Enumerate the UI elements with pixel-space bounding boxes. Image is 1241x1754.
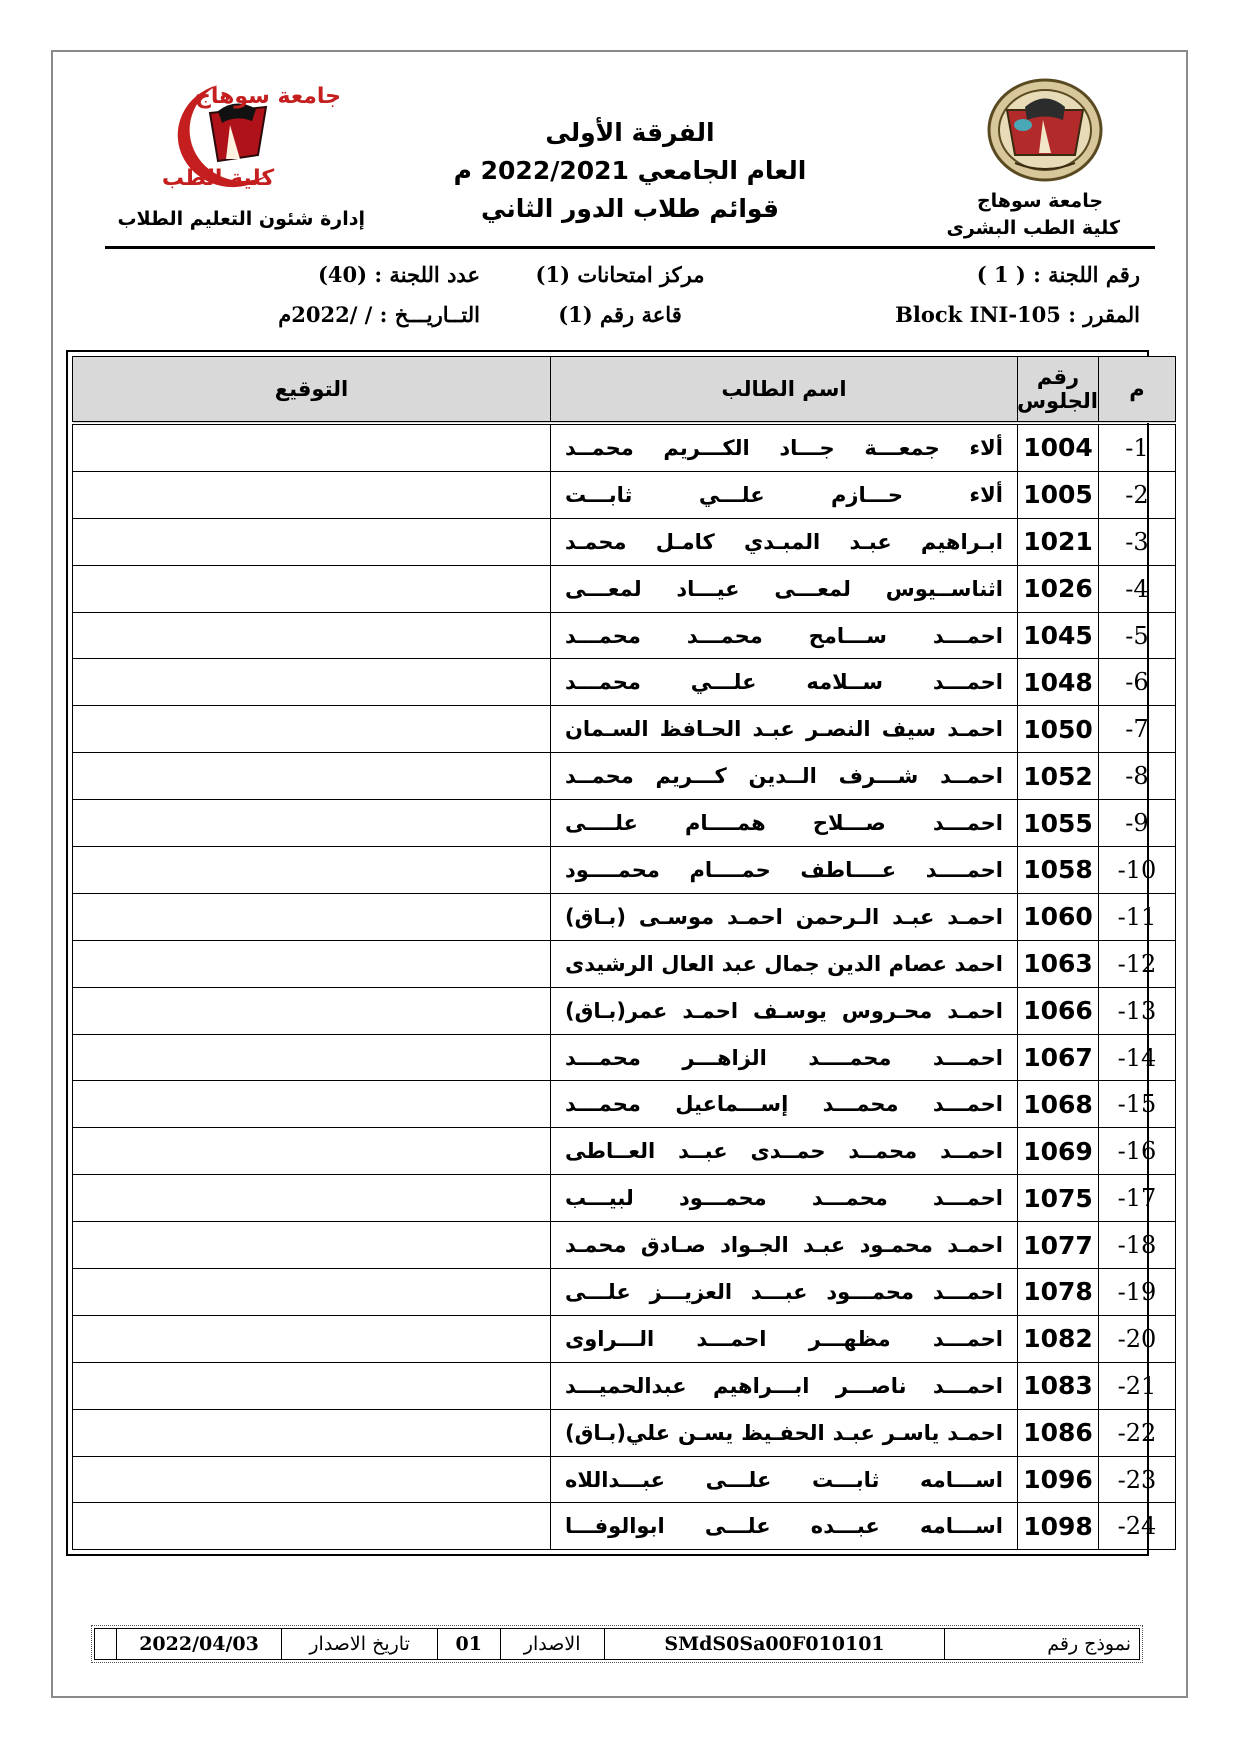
row-seat-number: 1098 (1018, 1503, 1099, 1550)
row-signature-cell (73, 1269, 551, 1316)
table-row (73, 1503, 1176, 1550)
sohag-university-seal-icon (985, 75, 1105, 185)
row-signature-cell (73, 518, 551, 565)
row-index: 22- (1099, 1409, 1176, 1456)
row-seat-number: 1048 (1018, 659, 1099, 706)
row-index: 23- (1099, 1456, 1176, 1503)
row-student-name: احمـد عبـد الـرحمن احمـد موسـى (بـاق) (551, 893, 1018, 940)
table-row (73, 987, 1176, 1034)
logo-left-text-top: جامعة سوهاج (195, 84, 341, 109)
row-student-name: احمـــد ناصـــر ابـــراهيم عبدالحميـــد (551, 1362, 1018, 1409)
issue-date-label: تاريخ الاصدار (282, 1629, 437, 1660)
row-student-name: احمـــد ســـامح محمـــد محمـــد (551, 612, 1018, 659)
row-signature-cell (73, 893, 551, 940)
row-signature-cell (73, 1175, 551, 1222)
row-student-name: اثناســيوس لمعـــى عيـــاد لمعـــى (551, 565, 1018, 612)
faculty-name: كلية الطب البشرى (946, 217, 1120, 239)
row-student-name: احمد عصام الدين جمال عبد العال الرشيدى (551, 940, 1018, 987)
row-signature-cell (73, 753, 551, 800)
row-seat-number: 1096 (1018, 1456, 1099, 1503)
form-footer (94, 1628, 1140, 1660)
table-row (73, 706, 1176, 753)
row-seat-number: 1021 (1018, 518, 1099, 565)
table-row (73, 518, 1176, 565)
row-student-name: احمـد محـروس يوسـف احمـد عمر(بـاق) (551, 987, 1018, 1034)
row-index: 14- (1099, 1034, 1176, 1081)
row-index: 18- (1099, 1222, 1176, 1269)
row-seat-number: 1026 (1018, 565, 1099, 612)
row-signature-cell (73, 1409, 551, 1456)
course-code: المقرر : Block INI-105 (895, 302, 1140, 327)
row-student-name: ألاء حـــازم علـــي ثابـــت (551, 471, 1018, 518)
version-value: 01 (437, 1629, 500, 1660)
row-index: 10- (1099, 847, 1176, 894)
header-divider (105, 246, 1155, 249)
table-row (73, 1362, 1176, 1409)
exam-date: التــاريـــخ : / /2022م (278, 302, 480, 327)
issue-date-value: 2022/04/03 (116, 1629, 282, 1660)
version-label: الاصدار (500, 1629, 604, 1660)
row-signature-cell (73, 1081, 551, 1128)
row-index: 15- (1099, 1081, 1176, 1128)
table-row (73, 753, 1176, 800)
row-index: 20- (1099, 1315, 1176, 1362)
table-row (73, 1128, 1176, 1175)
document-title-list: قوائم طلاب الدور الثاني (481, 194, 779, 223)
table-row (73, 423, 1176, 471)
row-signature-cell (73, 1315, 551, 1362)
footer-spacer (95, 1629, 117, 1660)
row-seat-number: 1005 (1018, 471, 1099, 518)
student-affairs-label: إدارة شئون التعليم الطلاب (117, 208, 365, 230)
row-student-name: احمــد محمــد حمــدى عبــد العــاطى (551, 1128, 1018, 1175)
row-student-name: احمـــد صـــلاح همــــام علــــى (551, 800, 1018, 847)
exam-center: مركز امتحانات (1) (535, 262, 705, 287)
row-seat-number: 1078 (1018, 1269, 1099, 1316)
row-seat-number: 1004 (1018, 423, 1099, 471)
table-row (73, 565, 1176, 612)
row-seat-number: 1082 (1018, 1315, 1099, 1362)
committee-count: عدد اللجنة : (40) (317, 262, 480, 287)
row-seat-number: 1083 (1018, 1362, 1099, 1409)
row-seat-number: 1077 (1018, 1222, 1099, 1269)
university-name: جامعة سوهاج (976, 190, 1104, 212)
table-row (73, 940, 1176, 987)
row-signature-cell (73, 1222, 551, 1269)
row-signature-cell (73, 423, 551, 471)
row-signature-cell (73, 1503, 551, 1550)
table-row (73, 893, 1176, 940)
row-seat-number: 1069 (1018, 1128, 1099, 1175)
student-roster-table (72, 356, 1176, 1550)
row-student-name: احمـد سيف النصـر عبـد الحـافظ السـمان (551, 706, 1018, 753)
row-seat-number: 1075 (1018, 1175, 1099, 1222)
table-row (73, 800, 1176, 847)
row-index: 24- (1099, 1503, 1176, 1550)
row-signature-cell (73, 471, 551, 518)
row-index: 16- (1099, 1128, 1176, 1175)
row-student-name: احمـــد محمــــد الزاهـــر محمـــد (551, 1034, 1018, 1081)
row-index: 1- (1099, 423, 1176, 471)
row-signature-cell (73, 565, 551, 612)
row-student-name: احمـد محمـود عبـد الجـواد صـادق محمـد (551, 1222, 1018, 1269)
row-seat-number: 1050 (1018, 706, 1099, 753)
row-index: 5- (1099, 612, 1176, 659)
row-index: 19- (1099, 1269, 1176, 1316)
row-signature-cell (73, 706, 551, 753)
row-signature-cell (73, 1456, 551, 1503)
row-student-name: ألاء جمعـــة جـــاد الكـــريم محمــد (551, 423, 1018, 471)
committee-number: رقم اللجنة : ( 1 ) (976, 262, 1140, 287)
row-seat-number: 1068 (1018, 1081, 1099, 1128)
row-index: 6- (1099, 659, 1176, 706)
table-row (73, 1269, 1176, 1316)
table-row (73, 1315, 1176, 1362)
row-student-name: احمـــد محمـــد إســـماعيل محمـــد (551, 1081, 1018, 1128)
header-student-name: اسم الطالب (551, 357, 1018, 424)
row-seat-number: 1052 (1018, 753, 1099, 800)
row-index: 8- (1099, 753, 1176, 800)
table-row (73, 471, 1176, 518)
form-number-label: نموذج رقم (945, 1629, 1140, 1660)
row-signature-cell (73, 847, 551, 894)
hall-number: قاعة رقم (1) (558, 302, 682, 327)
row-student-name: ابـراهيم عبـد المبـدي كامـل محمـد (551, 518, 1018, 565)
row-signature-cell (73, 800, 551, 847)
row-student-name: احمـــد محمـــود عبـــد العزيـــز علـــى (551, 1269, 1018, 1316)
row-seat-number: 1063 (1018, 940, 1099, 987)
row-student-name: احمــــد عــــاطف حمــــام محمــــود (551, 847, 1018, 894)
row-signature-cell (73, 659, 551, 706)
table-row (73, 1456, 1176, 1503)
row-index: 17- (1099, 1175, 1176, 1222)
row-signature-cell (73, 1362, 551, 1409)
faculty-of-medicine-logo-icon (118, 75, 341, 195)
logo-left-text-bottom: كلية الطب (161, 166, 275, 191)
document-title-year-group: الفرقة الأولى (545, 118, 715, 147)
row-seat-number: 1058 (1018, 847, 1099, 894)
row-student-name: احمـــد ســلامه علـــي محمـــد (551, 659, 1018, 706)
row-index: 11- (1099, 893, 1176, 940)
row-seat-number: 1066 (1018, 987, 1099, 1034)
table-row (73, 659, 1176, 706)
header-seat-number (1018, 357, 1099, 424)
header-signature: التوقيع (73, 357, 551, 424)
row-signature-cell (73, 940, 551, 987)
row-student-name: اســـامه ثابـــت علـــى عبـــداللاه (551, 1456, 1018, 1503)
row-index: 3- (1099, 518, 1176, 565)
row-student-name: احمـد ياسـر عبـد الحفـيظ يسـن علي(بـاق) (551, 1409, 1018, 1456)
row-index: 4- (1099, 565, 1176, 612)
row-signature-cell (73, 612, 551, 659)
table-row (73, 1409, 1176, 1456)
row-seat-number: 1086 (1018, 1409, 1099, 1456)
row-index: 9- (1099, 800, 1176, 847)
row-seat-number: 1067 (1018, 1034, 1099, 1081)
row-index: 12- (1099, 940, 1176, 987)
table-row (73, 612, 1176, 659)
header-seat-line1: رقم (1036, 365, 1080, 389)
row-seat-number: 1045 (1018, 612, 1099, 659)
row-signature-cell (73, 1128, 551, 1175)
row-index: 13- (1099, 987, 1176, 1034)
table-row (73, 1222, 1176, 1269)
row-index: 2- (1099, 471, 1176, 518)
row-index: 21- (1099, 1362, 1176, 1409)
row-student-name: اســـامه عبـــده علـــى ابوالوفـــا (551, 1503, 1018, 1550)
row-seat-number: 1060 (1018, 893, 1099, 940)
row-student-name: احمـــد محمـــد محمـــود لبيـــب (551, 1175, 1018, 1222)
row-signature-cell (73, 1034, 551, 1081)
table-row (73, 847, 1176, 894)
form-number-value: SMdS0Sa00F010101 (604, 1629, 945, 1660)
row-student-name: احمــد شـــرف الــدين كـــريم محمــد (551, 753, 1018, 800)
row-student-name: احمـــد مظهـــر احمـــد الـــراوى (551, 1315, 1018, 1362)
header-index: م (1099, 357, 1176, 424)
header-seat-line2: الجلوس (1017, 389, 1098, 413)
row-signature-cell (73, 987, 551, 1034)
row-seat-number: 1055 (1018, 800, 1099, 847)
table-row (73, 1081, 1176, 1128)
document-title-academic-year: العام الجامعي 2022/2021 م (453, 156, 807, 185)
row-index: 7- (1099, 706, 1176, 753)
table-row (73, 1175, 1176, 1222)
table-header-row (73, 357, 1176, 424)
table-row (73, 1034, 1176, 1081)
